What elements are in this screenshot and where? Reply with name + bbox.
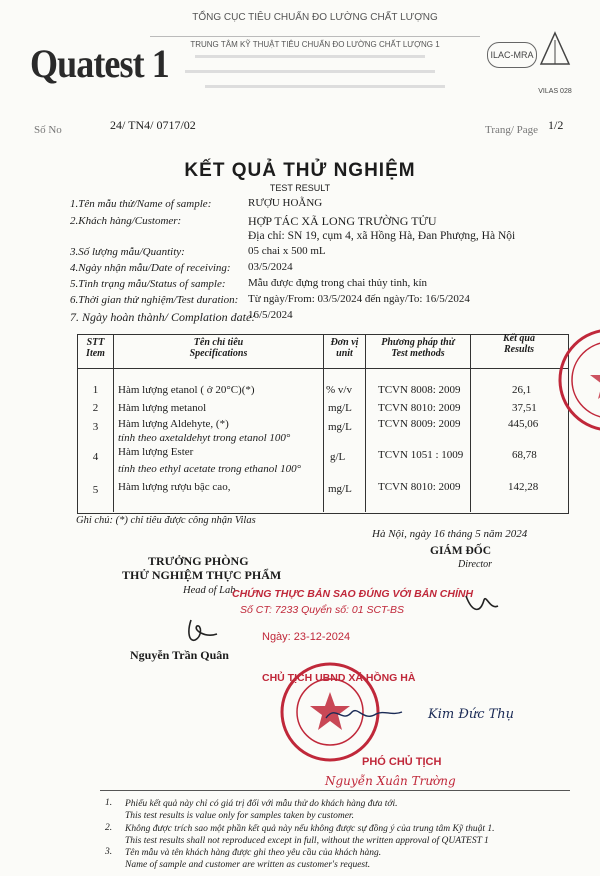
vilas-code: VILAS 028 (538, 88, 572, 95)
director-signature (462, 588, 502, 618)
field-label: 7. Ngày hoàn thành/ Complation date: (70, 310, 256, 324)
vice-chairman-name: Nguyễn Xuân Trường (325, 774, 456, 788)
page-subtitle: TEST RESULT (269, 183, 331, 193)
footnote-divider (100, 790, 570, 791)
vice-signature (324, 700, 404, 726)
header-divider (150, 26, 480, 37)
page-value: 1/2 (548, 118, 564, 132)
field-value: RƯỢU HOẰNG (248, 197, 323, 209)
lab-head-title-2: THỬ NGHIỆM THỰC PHẨM (122, 568, 282, 582)
th-spec: Tên chỉ tiêu Specifications (189, 337, 248, 359)
ilac-mra-badge: ILAC-MRA (487, 42, 537, 68)
director-title-en: Director (458, 559, 493, 570)
center-name: TRUNG TÂM KỸ THUẬT TIÊU CHUẨN ĐO LƯỜNG CHẤT LƯỢNG 1 (190, 40, 440, 49)
red-seal-icon (555, 325, 600, 435)
table-divider (113, 334, 114, 512)
th-result: Kết quả Results (503, 333, 535, 355)
doc-no-label: Số No (34, 124, 62, 136)
vilas-logo-icon (538, 30, 572, 70)
th-stt: STT Item (86, 337, 105, 359)
field-label: 2.Khách hàng/Customer: (70, 215, 182, 227)
doc-no-value: 24/ TN4/ 0717/02 (110, 118, 196, 132)
th-method: Phương pháp thử Test methods (381, 337, 455, 359)
cert-stamp-date: Ngày: 23-12-2024 (262, 631, 351, 643)
cert-stamp-number: Số CT: 7233 Quyển số: 01 SCT-BS (240, 604, 405, 616)
quatest-logo: Quatest 1 (30, 41, 169, 86)
table-divider (323, 334, 324, 512)
field-value: HỢP TÁC XÃ LONG TRƯỜNG TỬU (248, 214, 437, 228)
signer-handwritten-name: Kim Đức Thụ (428, 707, 515, 722)
note: Ghi chú: (*) chỉ tiêu được công nhận Vilas (76, 515, 256, 526)
th-unit: Đơn vị unit (330, 337, 359, 359)
director-title: GIÁM ĐỐC (430, 545, 492, 557)
table-header-divider (77, 368, 568, 369)
field-label: 1.Tên mẫu thử/Name of sample: (70, 198, 212, 210)
page-title: KẾT QUẢ THỬ NGHIỆM (184, 160, 416, 181)
lab-head-signature (183, 614, 223, 646)
chairman-title: CHỦ TỊCH UBND XÃ HỒNG HÀ (262, 672, 416, 684)
agency-name: TỔNG CỤC TIÊU CHUẨN ĐO LƯỜNG CHẤT LƯỢNG (192, 12, 438, 23)
field-value: 16/5/2024 (248, 309, 293, 321)
vice-chairman-title: PHÓ CHỦ TỊCH (362, 756, 442, 768)
field-value: Mẫu được đựng trong chai thủy tinh, kín (248, 277, 428, 289)
sign-date: Hà Nội, ngày 16 tháng 5 năm 2024 (372, 528, 528, 540)
field-label: 5.Tình trạng mẫu/Status of sample: (70, 278, 226, 290)
field-label: 6.Thời gian thử nghiệm/Test duration: (70, 294, 239, 306)
table-divider (365, 334, 366, 512)
field-label: 3.Số lượng mẫu/Quantity: (70, 246, 185, 258)
header-faded-line-3 (205, 85, 445, 88)
header-faded-line-2 (185, 70, 435, 73)
lab-head-name: Nguyễn Trần Quân (130, 648, 229, 662)
page-label: Trang/ Page (485, 124, 539, 136)
cert-stamp-title: CHỨNG THỰC BẢN SAO ĐÚNG VỚI BẢN CHÍNH (232, 588, 474, 600)
field-value: 05 chai x 500 mL (248, 245, 326, 257)
lab-head-title-en: Head of Lab (183, 585, 236, 596)
field-value: Từ ngày/From: 03/5/2024 đến ngày/To: 16/5/2024 (248, 293, 470, 305)
lab-head-title: TRƯỞNG PHÒNG (148, 554, 249, 568)
header-faded-line-1 (195, 55, 425, 58)
table-divider (470, 334, 471, 512)
field-value: Địa chỉ: SN 19, cụm 4, xã Hồng Hà, Đan Phượng, Hà Nội (248, 230, 516, 242)
field-value: 03/5/2024 (248, 261, 293, 273)
field-label: 4.Ngày nhận mẫu/Date of receiving: (70, 262, 231, 274)
